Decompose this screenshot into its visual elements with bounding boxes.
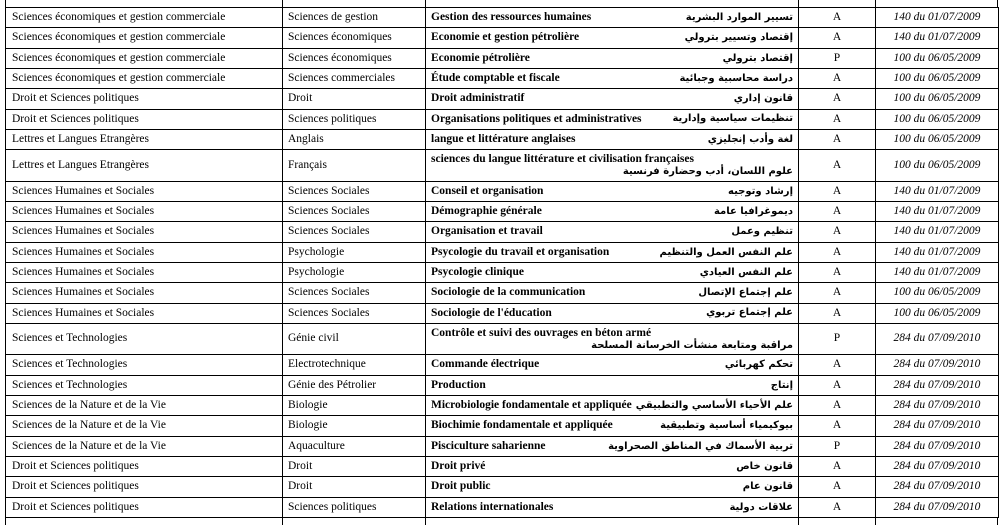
field-cell: Génie civil [283, 323, 426, 354]
specialty-french-label: Microbiologie fondamentale et appliquée [431, 399, 632, 412]
specialty-cell [426, 8, 799, 28]
specialty-arabic-label: علم إجتماع الإتصال [698, 287, 793, 299]
grid-continuation-line [997, 0, 998, 7]
specialty-french-label: Organisations politiques et administratives [431, 112, 642, 125]
field-cell: Sciences Sociales [283, 222, 426, 242]
field-cell: Sciences économiques [283, 28, 426, 48]
field-cell: Français [283, 150, 426, 181]
domain-cell: Sciences et Technologies [6, 355, 283, 375]
table-row [6, 28, 999, 48]
specialty-french-label: Organisation et travail [431, 225, 543, 238]
accredited-programs-table [5, 7, 999, 518]
domain-cell: Sciences économiques et gestion commerciale [6, 48, 283, 68]
reference-cell: 284 du 07/09/2010 [876, 436, 999, 456]
decision-cell: P [799, 323, 876, 354]
specialty-arabic-label: تربية الأسماك في المناطق الصحراوية [608, 440, 793, 452]
specialty-cell [426, 436, 799, 456]
domain-cell: Sciences et Technologies [6, 323, 283, 354]
specialty-french-label: Gestion des ressources humaines [431, 11, 592, 24]
domain-cell: Droit et Sciences politiques [6, 477, 283, 497]
domain-cell: Sciences et Technologies [6, 375, 283, 395]
table-row [6, 375, 999, 395]
domain-cell: Sciences Humaines et Sociales [6, 201, 283, 221]
decision-cell: A [799, 497, 876, 517]
reference-cell: 140 du 01/07/2009 [876, 222, 999, 242]
specialty-arabic-label: إقتصاد بترولي [722, 52, 793, 64]
field-cell: Génie des Pétrolier [283, 375, 426, 395]
specialty-cell [426, 89, 799, 109]
specialty-arabic-label: دراسة محاسبية وجبائية [679, 72, 793, 84]
decision-cell: A [799, 89, 876, 109]
reference-cell: 284 du 07/09/2010 [876, 456, 999, 476]
grid-continuation-line [425, 0, 426, 7]
table-row [6, 262, 999, 282]
specialty-arabic-label: تسيير الموارد البشرية [685, 11, 793, 23]
field-cell: Biologie [283, 416, 426, 436]
specialty-cell [426, 416, 799, 436]
specialty-arabic-label: تنظيمات سياسية وإدارية [672, 113, 793, 125]
decision-cell: A [799, 201, 876, 221]
field-cell: Psychologie [283, 262, 426, 282]
decision-cell: A [799, 150, 876, 181]
reference-cell: 100 du 06/05/2009 [876, 303, 999, 323]
field-cell: Droit [283, 456, 426, 476]
reference-cell: 284 du 07/09/2010 [876, 416, 999, 436]
decision-cell: A [799, 28, 876, 48]
domain-cell: Lettres et Langues Etrangères [6, 129, 283, 149]
table-row [6, 456, 999, 476]
reference-cell: 140 du 01/07/2009 [876, 8, 999, 28]
decision-cell: A [799, 395, 876, 415]
domain-cell: Sciences de la Nature et de la Vie [6, 416, 283, 436]
specialty-arabic-label: علم إجتماع تربوي [706, 307, 793, 319]
specialty-cell [426, 68, 799, 88]
domain-cell: Sciences économiques et gestion commerciale [6, 28, 283, 48]
specialty-french-label: Economie pétrolière [431, 51, 530, 64]
reference-cell: 140 du 01/07/2009 [876, 201, 999, 221]
domain-cell: Sciences économiques et gestion commerciale [6, 8, 283, 28]
table-row [6, 48, 999, 68]
reference-cell: 284 du 07/09/2010 [876, 375, 999, 395]
specialty-arabic-label: علم النفس العمل والتنظيم [659, 246, 793, 258]
specialty-french-label: Droit public [431, 480, 491, 493]
decision-cell: A [799, 303, 876, 323]
reference-cell: 100 du 06/05/2009 [876, 150, 999, 181]
reference-cell: 284 du 07/09/2010 [876, 497, 999, 517]
table-row [6, 436, 999, 456]
field-cell: Biologie [283, 395, 426, 415]
decision-cell: A [799, 181, 876, 201]
decision-cell: A [799, 109, 876, 129]
field-cell: Sciences de gestion [283, 8, 426, 28]
reference-cell: 140 du 01/07/2009 [876, 28, 999, 48]
table-row [6, 109, 999, 129]
table-row [6, 181, 999, 201]
specialty-french-label: Economie et gestion pétrolière [431, 31, 580, 44]
table-row [6, 129, 999, 149]
specialty-cell [426, 456, 799, 476]
field-cell: Sciences commerciales [283, 68, 426, 88]
specialty-cell [426, 395, 799, 415]
grid-continuation-line [798, 0, 799, 7]
reference-cell: 100 du 06/05/2009 [876, 283, 999, 303]
specialty-french-label: Étude comptable et fiscale [431, 71, 560, 84]
specialty-french-label: Production [431, 378, 486, 391]
reference-cell: 140 du 01/07/2009 [876, 181, 999, 201]
specialty-french-label: Contrôle et suivi des ouvrages en béton armé [431, 326, 652, 339]
table-row [6, 201, 999, 221]
specialty-french-label: Droit privé [431, 459, 486, 472]
specialty-arabic-label: ديموغرافيا عامة [713, 205, 793, 217]
specialty-cell [426, 201, 799, 221]
domain-cell: Sciences Humaines et Sociales [6, 242, 283, 262]
field-cell: Anglais [283, 129, 426, 149]
reference-cell: 284 du 07/09/2010 [876, 323, 999, 354]
decision-cell: P [799, 48, 876, 68]
specialty-french-label: langue et littérature anglaises [431, 132, 576, 145]
reference-cell: 284 du 07/09/2010 [876, 477, 999, 497]
domain-cell: Sciences Humaines et Sociales [6, 262, 283, 282]
domain-cell: Sciences Humaines et Sociales [6, 181, 283, 201]
specialty-french-label: Commande électrique [431, 358, 540, 371]
decision-cell: A [799, 416, 876, 436]
domain-cell: Droit et Sciences politiques [6, 456, 283, 476]
specialty-cell [426, 323, 799, 354]
specialty-arabic-label: إنتاج [770, 379, 793, 391]
decision-cell: A [799, 355, 876, 375]
specialty-french-label: Droit administratif [431, 92, 525, 105]
specialty-arabic-label: علم النفس العيادي [699, 266, 793, 278]
specialty-french-label: Psycologie du travail et organisation [431, 245, 610, 258]
decision-cell: A [799, 242, 876, 262]
specialty-cell [426, 375, 799, 395]
table-row [6, 416, 999, 436]
specialty-arabic-label: إقتصاد وتسيير بترولي [684, 32, 793, 44]
specialty-arabic-label: قانون إداري [733, 93, 793, 105]
decision-cell: A [799, 129, 876, 149]
domain-cell: Sciences de la Nature et de la Vie [6, 395, 283, 415]
field-cell: Psychologie [283, 242, 426, 262]
specialty-cell [426, 283, 799, 303]
specialty-arabic-label: تنظيم وعمل [731, 226, 793, 238]
reference-cell: 100 du 06/05/2009 [876, 109, 999, 129]
reference-cell: 140 du 01/07/2009 [876, 262, 999, 282]
grid-continuation-line [798, 518, 799, 525]
table-row [6, 323, 999, 354]
field-cell: Sciences Sociales [283, 303, 426, 323]
field-cell: Sciences politiques [283, 497, 426, 517]
specialty-french-label: Sociologie de l'éducation [431, 306, 552, 319]
specialty-arabic-label: بيوكيمياء أساسية وتطبيقية [660, 420, 793, 432]
specialty-cell [426, 129, 799, 149]
grid-continuation-line [282, 0, 283, 7]
decision-cell: P [799, 436, 876, 456]
specialty-cell [426, 477, 799, 497]
table-row [6, 242, 999, 262]
reference-cell: 100 du 06/05/2009 [876, 129, 999, 149]
specialty-french-label: sciences du langue littérature et civilisation françaises [431, 153, 694, 166]
table-row [6, 283, 999, 303]
field-cell: Aquaculture [283, 436, 426, 456]
specialty-arabic-label: علاقات دولية [729, 501, 793, 513]
field-cell: Sciences Sociales [283, 181, 426, 201]
domain-cell: Lettres et Langues Etrangères [6, 150, 283, 181]
grid-continuation-line [875, 518, 876, 525]
domain-cell: Sciences Humaines et Sociales [6, 303, 283, 323]
decision-cell: A [799, 375, 876, 395]
field-cell: Sciences politiques [283, 109, 426, 129]
specialty-cell [426, 497, 799, 517]
table-row [6, 303, 999, 323]
specialty-arabic-label: علم الأحياء الأساسي والتطبيقي [635, 399, 794, 411]
specialty-cell [426, 222, 799, 242]
table-row [6, 355, 999, 375]
decision-cell: A [799, 477, 876, 497]
domain-cell: Sciences Humaines et Sociales [6, 283, 283, 303]
specialty-arabic-label: قانون خاص [736, 460, 793, 472]
specialty-arabic-label: علوم اللسان، أدب وحضارة فرنسية [622, 166, 793, 178]
reference-cell: 284 du 07/09/2010 [876, 355, 999, 375]
grid-continuation-line [997, 518, 998, 525]
grid-continuation-line [425, 518, 426, 525]
domain-cell: Sciences Humaines et Sociales [6, 222, 283, 242]
specialty-cell [426, 150, 799, 181]
table-row [6, 89, 999, 109]
domain-cell: Droit et Sciences politiques [6, 109, 283, 129]
decision-cell: A [799, 68, 876, 88]
specialty-cell [426, 262, 799, 282]
field-cell: Droit [283, 89, 426, 109]
decision-cell: A [799, 262, 876, 282]
table-row [6, 477, 999, 497]
domain-cell: Sciences économiques et gestion commerciale [6, 68, 283, 88]
specialty-cell [426, 48, 799, 68]
field-cell: Droit [283, 477, 426, 497]
specialty-french-label: Sociologie de la communication [431, 286, 586, 299]
specialty-french-label: Pisciculture saharienne [431, 439, 546, 452]
reference-cell: 100 du 06/05/2009 [876, 48, 999, 68]
table-row [6, 68, 999, 88]
specialty-french-label: Conseil et organisation [431, 184, 544, 197]
decision-cell: A [799, 8, 876, 28]
reference-cell: 100 du 06/05/2009 [876, 68, 999, 88]
domain-cell: Sciences de la Nature et de la Vie [6, 436, 283, 456]
specialty-arabic-label: لغة وأدب إنجليزي [707, 133, 793, 145]
table-row [6, 150, 999, 181]
reference-cell: 100 du 06/05/2009 [876, 89, 999, 109]
field-cell: Sciences Sociales [283, 283, 426, 303]
field-cell: Sciences Sociales [283, 201, 426, 221]
table-row [6, 222, 999, 242]
reference-cell: 284 du 07/09/2010 [876, 395, 999, 415]
specialty-cell [426, 303, 799, 323]
specialty-french-label: Biochimie fondamentale et appliquée [431, 419, 613, 432]
specialty-french-label: Démographie générale [431, 205, 542, 218]
specialty-cell [426, 242, 799, 262]
table-row [6, 8, 999, 28]
grid-continuation-line [5, 518, 6, 525]
table-row [6, 497, 999, 517]
field-cell: Sciences économiques [283, 48, 426, 68]
specialty-arabic-label: قانون عام [742, 481, 793, 493]
specialty-arabic-label: مراقبة ومتابعة منشأت الخرسانة المسلحة [591, 339, 793, 351]
specialty-french-label: Relations internationales [431, 500, 554, 513]
field-cell: Electrotechnique [283, 355, 426, 375]
specialty-french-label: Psycologie clinique [431, 265, 524, 278]
specialty-cell [426, 181, 799, 201]
decision-cell: A [799, 283, 876, 303]
specialty-cell [426, 28, 799, 48]
grid-continuation-line [875, 0, 876, 7]
decision-cell: A [799, 456, 876, 476]
table-row [6, 395, 999, 415]
grid-continuation-line [5, 0, 6, 7]
decision-cell: A [799, 222, 876, 242]
specialty-cell [426, 355, 799, 375]
domain-cell: Droit et Sciences politiques [6, 497, 283, 517]
specialty-arabic-label: تحكم كهربائي [724, 359, 793, 371]
specialty-arabic-label: إرشاد وتوجيه [728, 185, 793, 197]
domain-cell: Droit et Sciences politiques [6, 89, 283, 109]
grid-continuation-line [282, 518, 283, 525]
specialty-cell [426, 109, 799, 129]
reference-cell: 140 du 01/07/2009 [876, 242, 999, 262]
